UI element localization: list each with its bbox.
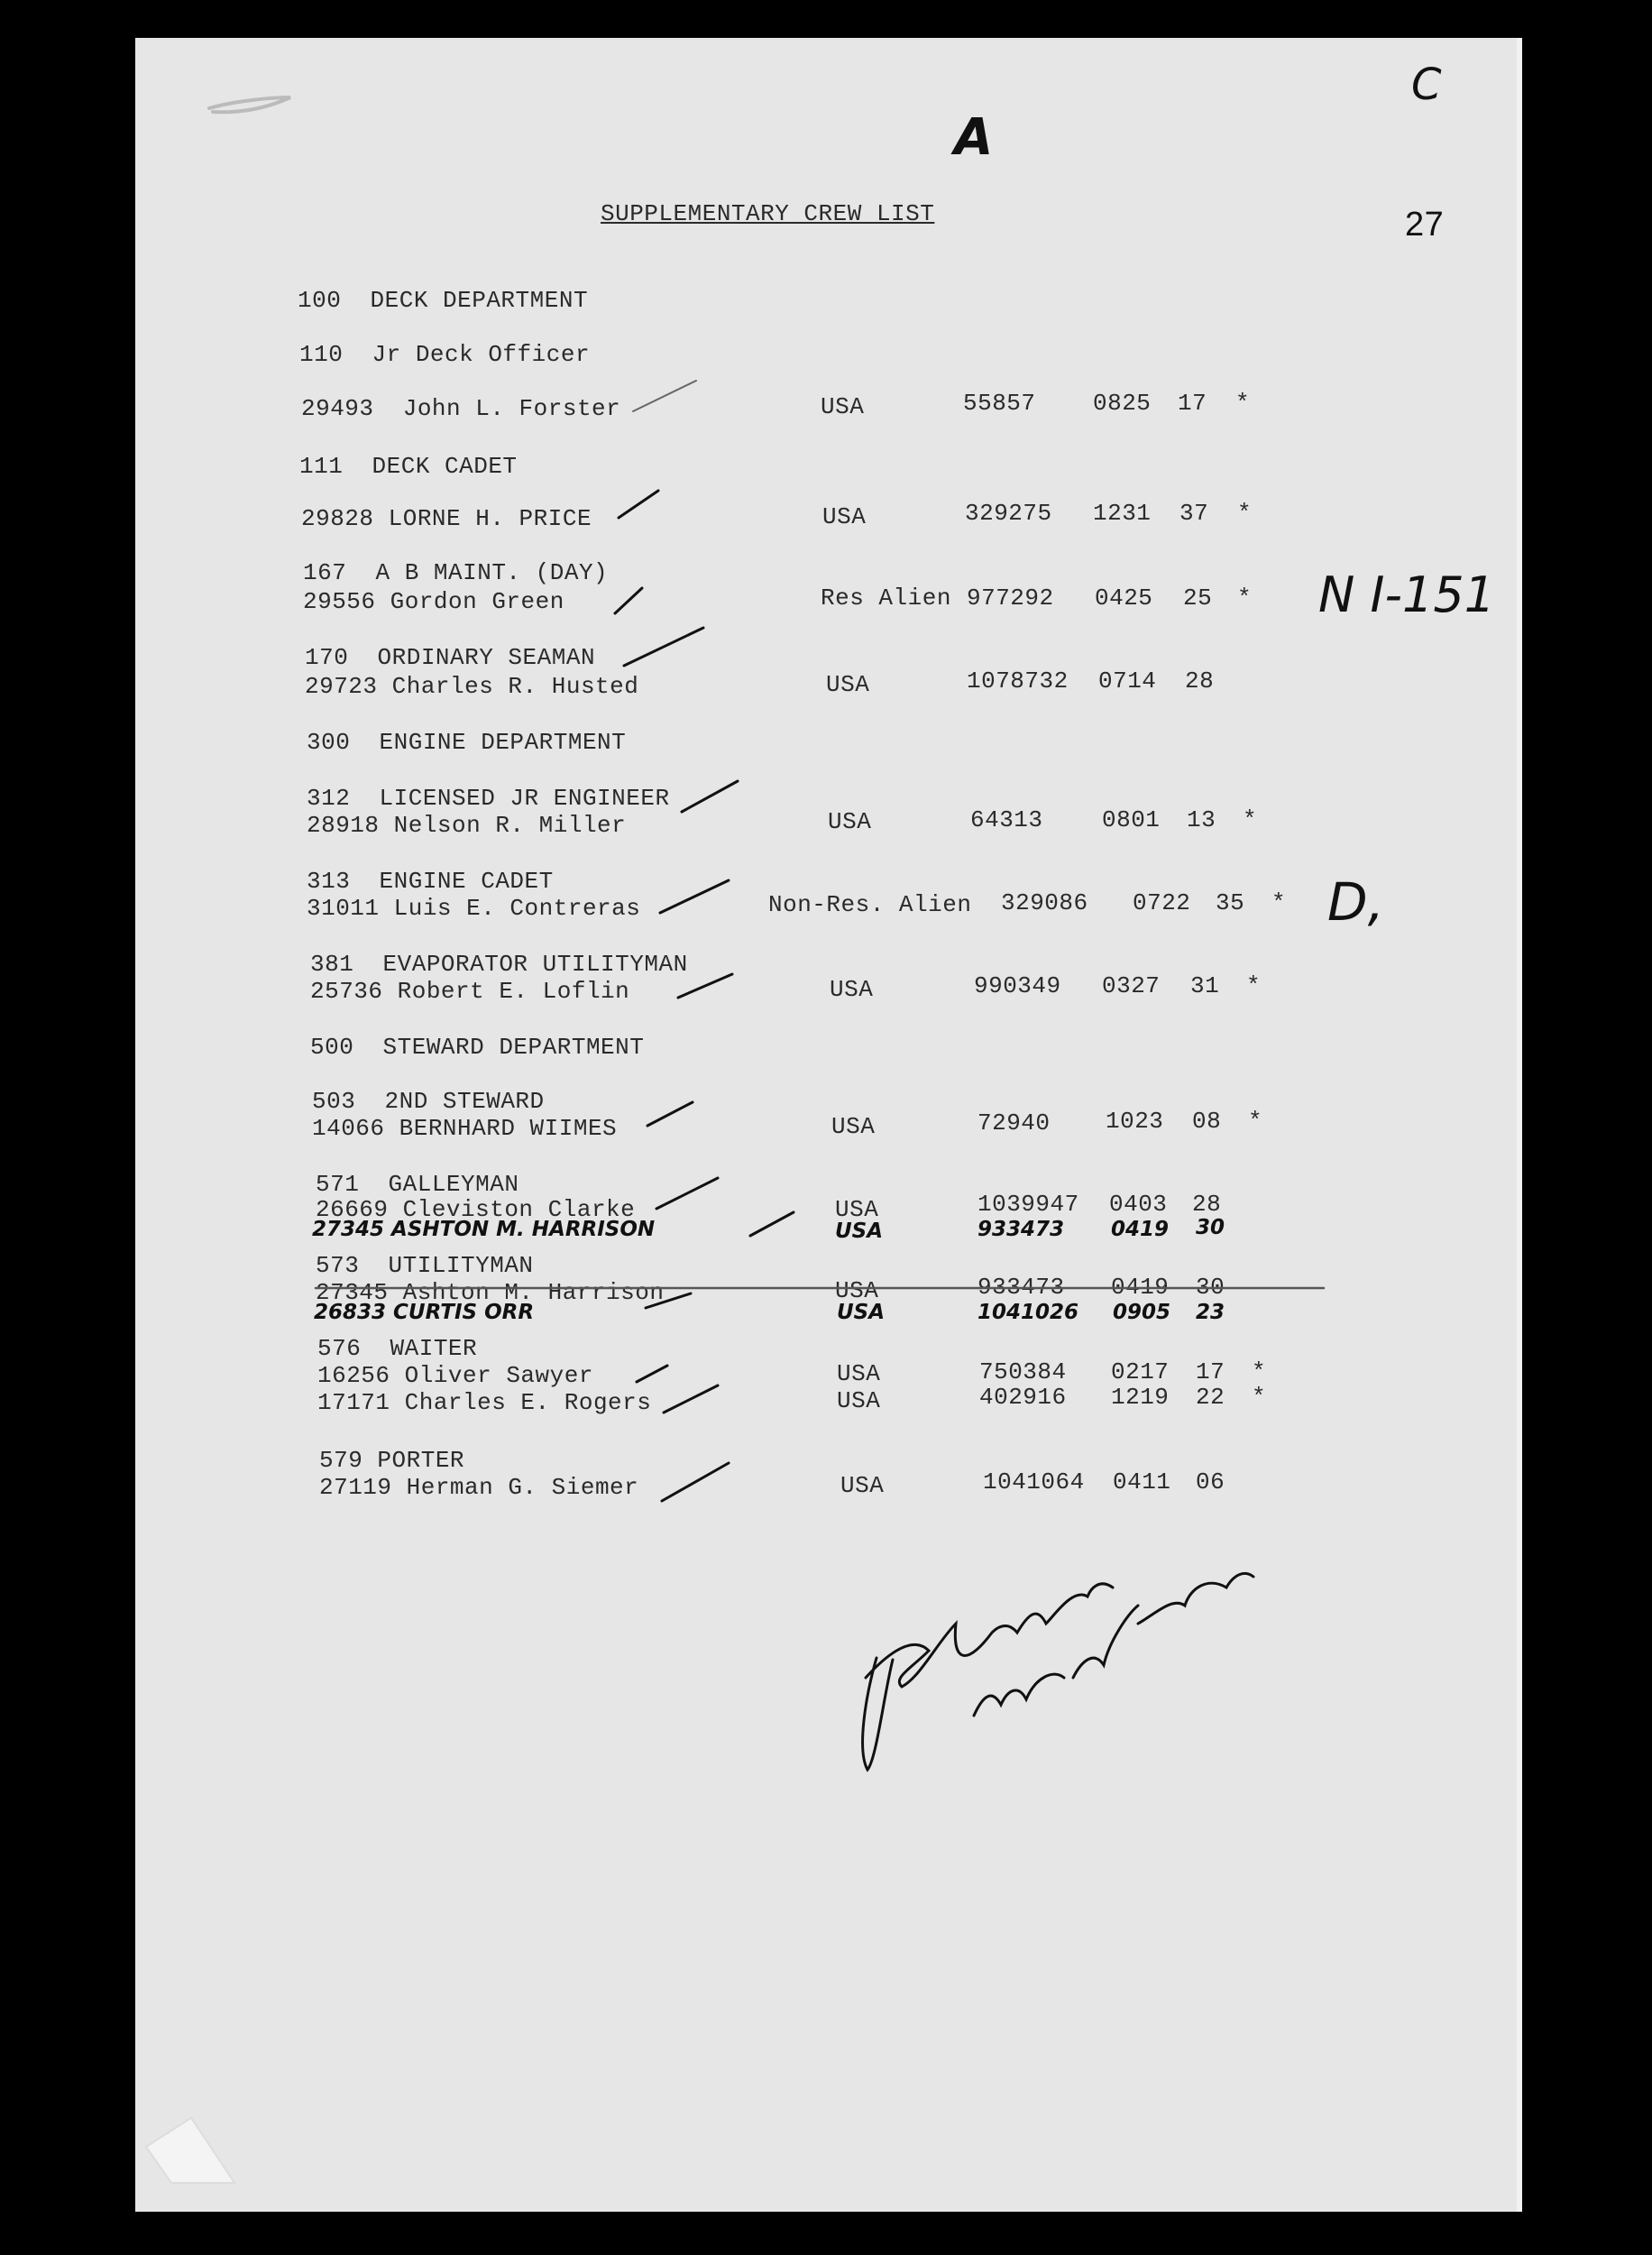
crew-nationality: USA — [821, 393, 865, 420]
crew-name: 29723 Charles R. Husted — [305, 673, 639, 700]
page-title: SUPPLEMENTARY CREW LIST — [601, 200, 935, 227]
crew-code: 0217 — [1111, 1358, 1170, 1385]
crew-code: 0327 — [1102, 972, 1161, 999]
handwritten-code: 0905 — [1113, 1301, 1171, 1324]
crew-nationality: USA — [822, 503, 867, 530]
crew-doc-number: 72940 — [977, 1109, 1051, 1137]
rating-381: 381 EVAPORATOR UTILITYMAN — [310, 951, 688, 978]
crew-age: 28 — [1192, 1191, 1222, 1218]
corner-mark: C — [1411, 60, 1442, 110]
crew-code: 0801 — [1102, 806, 1161, 833]
crew-name: 16256 Oliver Sawyer — [317, 1362, 593, 1389]
rating-313: 313 ENGINE CADET — [307, 868, 554, 895]
handwritten-crew-name: 27345 ASHTON M. HARRISON — [312, 1218, 656, 1241]
crew-age: 22 — [1196, 1384, 1225, 1411]
rating-170: 170 ORDINARY SEAMAN — [305, 644, 596, 671]
crew-name-struck: 27345 Ashton M. Harrison — [316, 1279, 665, 1306]
crew-nationality: USA — [831, 1113, 876, 1140]
crew-mark: * — [1252, 1384, 1267, 1411]
handwritten-crew-name: 26833 CURTIS ORR — [314, 1301, 535, 1324]
page-number: 27 — [1405, 206, 1445, 244]
crew-age: 30 — [1196, 1274, 1225, 1301]
crew-name: 14066 BERNHARD WIIMES — [312, 1115, 618, 1142]
crew-name: 25736 Robert E. Loflin — [310, 978, 630, 1005]
department-heading-steward: 500 STEWARD DEPARTMENT — [310, 1034, 645, 1061]
crew-doc-number: 329086 — [1001, 889, 1088, 916]
crew-code: 1023 — [1106, 1108, 1164, 1135]
crew-age: 25 — [1183, 584, 1213, 612]
crew-name: 17171 Charles E. Rogers — [317, 1389, 652, 1416]
handwritten-doc-number: 1041026 — [977, 1301, 1079, 1324]
crew-age: 28 — [1185, 667, 1215, 695]
crew-doc-number: 990349 — [974, 972, 1061, 999]
rating-111: 111 DECK CADET — [299, 453, 518, 480]
crew-name: 29828 LORNE H. PRICE — [301, 505, 592, 532]
crew-age: 17 — [1196, 1358, 1225, 1385]
crew-doc-number: 329275 — [965, 500, 1052, 527]
crew-code: 0825 — [1093, 390, 1152, 417]
rating-167: 167 A B MAINT. (DAY) — [303, 559, 609, 586]
department-heading-engine: 300 ENGINE DEPARTMENT — [307, 729, 627, 756]
crew-age: 37 — [1179, 500, 1209, 527]
crew-nationality: Res Alien — [821, 584, 951, 612]
crew-nationality: USA — [840, 1472, 885, 1499]
crew-nationality: Non-Res. Alien — [768, 891, 972, 918]
crew-nationality: USA — [828, 808, 872, 835]
handwritten-age: 23 — [1196, 1301, 1225, 1324]
crew-doc-number: 402916 — [979, 1384, 1067, 1411]
crew-doc-number: 977292 — [967, 584, 1054, 612]
margin-note-contreras: D, — [1327, 871, 1385, 933]
crew-age: 06 — [1196, 1468, 1225, 1496]
crew-code: 0425 — [1095, 584, 1153, 612]
top-mark: A — [954, 108, 994, 167]
crew-code: 0722 — [1133, 889, 1191, 916]
crew-name: 31011 Luis E. Contreras — [307, 895, 641, 922]
crew-mark: * — [1271, 889, 1287, 916]
crew-nationality: USA — [837, 1360, 881, 1387]
crew-code: 1231 — [1093, 500, 1152, 527]
crew-name: 27119 Herman G. Siemer — [319, 1474, 639, 1501]
handwritten-code: 0419 — [1111, 1218, 1170, 1241]
crew-age: 08 — [1192, 1108, 1222, 1135]
crew-name: 26669 Cleviston Clarke — [316, 1196, 636, 1223]
crew-age: 13 — [1187, 806, 1216, 833]
crew-age: 35 — [1216, 889, 1245, 916]
crew-doc-number: 1078732 — [967, 667, 1069, 695]
crew-name: 29493 John L. Forster — [301, 395, 621, 422]
crew-mark: * — [1252, 1358, 1267, 1385]
crew-doc-number: 64313 — [970, 806, 1043, 833]
rating-312: 312 LICENSED JR ENGINEER — [307, 785, 670, 812]
crew-doc-number: 933473 — [977, 1274, 1065, 1301]
margin-note-green: N I-151 — [1318, 566, 1496, 623]
crew-code: 0419 — [1111, 1274, 1170, 1301]
crew-doc-number: 750384 — [979, 1358, 1067, 1385]
crew-mark: * — [1248, 1108, 1263, 1135]
handwritten-nationality: USA — [837, 1301, 886, 1324]
crew-age: 17 — [1178, 390, 1207, 417]
crew-nationality: USA — [837, 1387, 881, 1414]
crew-code: 0403 — [1109, 1191, 1168, 1218]
crew-mark: * — [1237, 500, 1253, 527]
crew-name: 28918 Nelson R. Miller — [307, 812, 627, 839]
department-heading-deck: 100 DECK DEPARTMENT — [298, 287, 589, 314]
crew-nationality: USA — [826, 671, 870, 698]
crew-mark: * — [1243, 806, 1258, 833]
crew-doc-number: 1041064 — [983, 1468, 1085, 1496]
crew-code: 1219 — [1111, 1384, 1170, 1411]
crew-code: 0411 — [1113, 1468, 1171, 1496]
crew-mark: * — [1246, 972, 1262, 999]
crew-nationality: USA — [835, 1277, 879, 1304]
rating-503: 503 2ND STEWARD — [312, 1088, 545, 1115]
rating-576: 576 WAITER — [317, 1335, 478, 1362]
crew-code: 0714 — [1098, 667, 1157, 695]
handwritten-doc-number: 933473 — [977, 1218, 1065, 1241]
crew-age: 31 — [1190, 972, 1220, 999]
crew-name: 29556 Gordon Green — [303, 588, 564, 615]
rating-579: 579 PORTER — [319, 1447, 465, 1474]
crew-mark: * — [1237, 584, 1253, 612]
rating-110: 110 Jr Deck Officer — [299, 341, 591, 368]
rating-573: 573 UTILITYMAN — [316, 1252, 534, 1279]
rating-571: 571 GALLEYMAN — [316, 1171, 519, 1198]
crew-nationality: USA — [830, 976, 874, 1003]
crew-doc-number: 1039947 — [977, 1191, 1079, 1218]
handwritten-nationality: USA — [835, 1220, 884, 1243]
crew-doc-number: 55857 — [963, 390, 1036, 417]
crew-nationality: USA — [835, 1196, 879, 1223]
crew-mark: * — [1235, 390, 1251, 417]
handwritten-age: 30 — [1196, 1216, 1225, 1239]
